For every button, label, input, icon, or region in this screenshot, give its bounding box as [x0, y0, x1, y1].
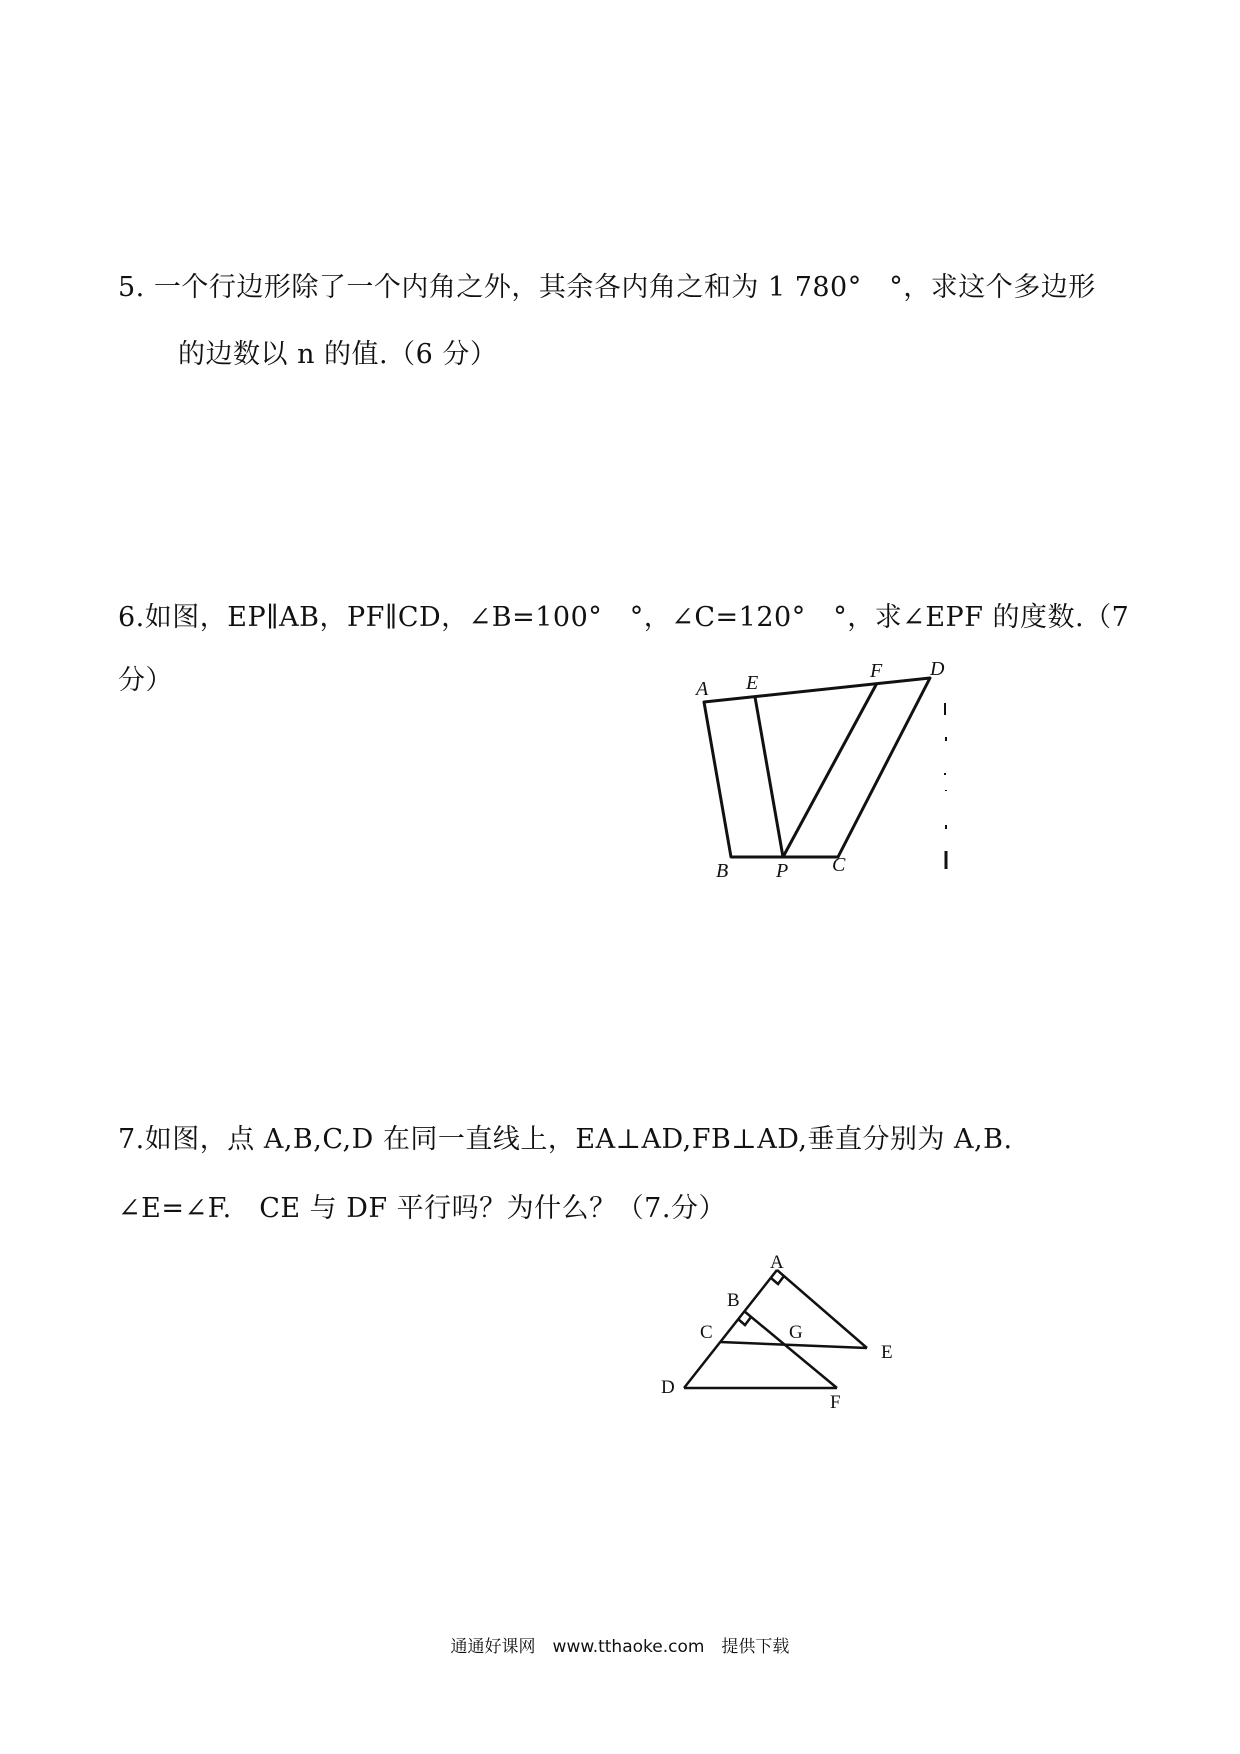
q7-figure	[650, 1255, 910, 1415]
q6-text-line1: 如图，EP∥AB，PF∥CD，∠B=100° °，∠C=120° °，求∠EPF 的度数.（7	[144, 602, 1130, 633]
q6-number: 6.	[118, 602, 145, 633]
q7-label-F: F	[830, 1392, 841, 1413]
q6-label-P: P	[776, 860, 789, 880]
q6-segment-EP	[755, 697, 783, 857]
q6-label-F: F	[870, 660, 883, 682]
q7-text-line1: 如图，点 A,B,C,D 在同一直线上，EA⊥AD,FB⊥AD,垂直分别为 A,B.	[144, 1124, 1013, 1155]
q5-line1	[118, 265, 1096, 304]
q6-label-B: B	[716, 860, 729, 880]
q6-label-E: E	[746, 672, 759, 694]
q5-line2: 的边数以 n 的值.（6 分）	[178, 339, 498, 370]
q6-label-D: D	[930, 658, 945, 680]
q7-label-B: B	[727, 1290, 740, 1311]
q7-line2: ∠E=∠F. CE 与 DF 平行吗？为什么？（7.分）	[118, 1193, 726, 1224]
q7-number: 7.	[118, 1124, 145, 1155]
page-footer: 通通好课网 www.tthaoke.com 提供下载	[450, 1637, 790, 1657]
q6-figure	[680, 655, 980, 880]
q7-label-A: A	[770, 1255, 784, 1273]
q6-label-A: A	[696, 678, 709, 700]
q7-right-angle-A	[771, 1276, 784, 1284]
q6-dotted-marks	[945, 703, 946, 829]
q7-line1	[118, 1117, 1013, 1156]
q7-line-AD	[684, 1270, 777, 1388]
q6-line2: 分）	[118, 665, 173, 696]
q7-label-D: D	[661, 1377, 675, 1398]
q7-label-E: E	[881, 1342, 893, 1363]
q6-label-C: C	[832, 854, 846, 876]
q6-line1	[118, 595, 1129, 634]
q7-label-G: G	[789, 1322, 803, 1343]
q6-segment-PF	[783, 683, 877, 857]
q6-quadrilateral	[704, 678, 930, 857]
q5-text-line1: 一个行边形除了一个内角之外，其余各内角之和为 1 780° °，求这个多边形	[153, 272, 1096, 303]
q7-label-C: C	[700, 1322, 713, 1343]
q5-number: 5.	[118, 272, 145, 303]
